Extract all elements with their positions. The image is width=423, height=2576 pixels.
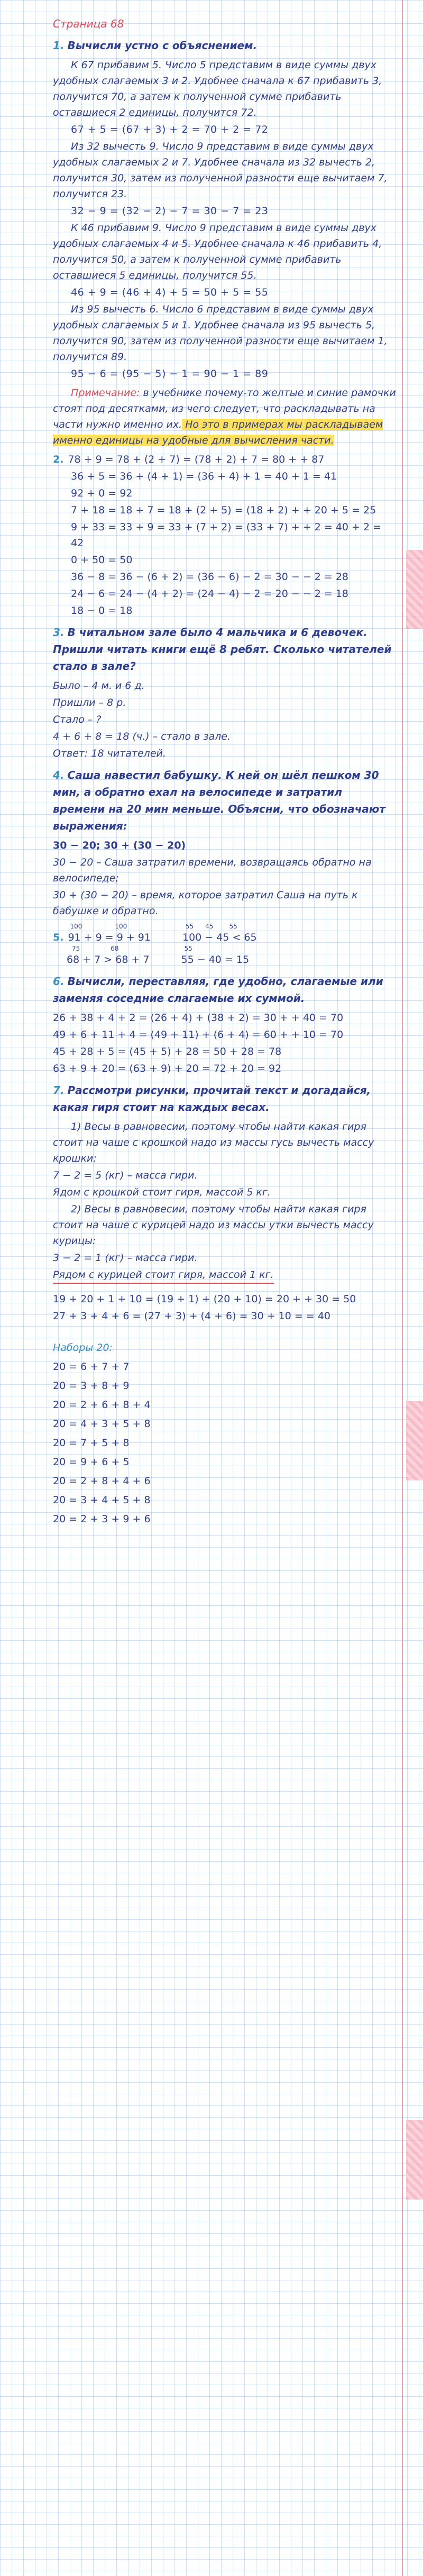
equation: 92 + 0 = 92 xyxy=(71,487,133,499)
task-6 xyxy=(53,973,397,1077)
comparison xyxy=(182,923,257,945)
task-6-title xyxy=(53,973,397,1007)
equation: 49 + 6 + 11 + 4 = (49 + 11) + (6 + 4) = 60 + + 10 = 70 xyxy=(53,1029,344,1041)
condition-line: Стало – ? xyxy=(53,714,102,725)
sets-title: Наборы 20: xyxy=(53,1342,113,1354)
comparison xyxy=(67,945,150,968)
task-7-title xyxy=(53,1082,397,1116)
set-line: 20 = 3 + 4 + 5 + 8 xyxy=(53,1494,151,1506)
comparison-text: 100 − 45 < 65 xyxy=(182,932,257,943)
explanation: 1) Весы в равновесии, поэтому чтобы найти какая гиря стоит на чаше с крошкой надо из массы гусь вычесть массу крошки: xyxy=(53,1121,374,1164)
task-number: 4. xyxy=(53,769,65,781)
task-title-text: Саша навестил бабушку. К ней он шёл пешком 30 мин, а обратно ехал на велосипеде и затратил времени на 20 мин меньше. Объясни, что обозначают выражения: xyxy=(53,769,385,832)
helper-number: 68 xyxy=(111,945,119,952)
notebook-page xyxy=(53,16,397,1528)
equation: 7 − 2 = 5 (кг) – масса гири. xyxy=(53,1170,198,1181)
equation: 45 + 28 + 5 = (45 + 5) + 28 = 50 + 28 = 78 xyxy=(53,1046,282,1057)
task-2 xyxy=(53,452,397,619)
note-text: в учебнике почему-то желтые и синие рамочки стоят под десятками, из чего следует, что раскладывать на части нужно именно их. xyxy=(53,387,396,430)
task-number: 1. xyxy=(53,39,65,52)
set-line: 20 = 2 + 3 + 9 + 6 xyxy=(53,1513,151,1525)
set-line: 20 = 2 + 8 + 4 + 6 xyxy=(53,1475,151,1487)
equation: 26 + 38 + 4 + 2 = (26 + 4) + (38 + 2) = 30 + + 40 = 70 xyxy=(53,1012,344,1024)
equation: 67 + 5 = (67 + 3) + 2 = 70 + 2 = 72 xyxy=(71,124,269,135)
task-8 xyxy=(53,1291,397,1324)
equation: 36 − 8 = 36 − (6 + 2) = (36 − 6) − 2 = 30 − − 2 = 28 xyxy=(71,571,349,583)
helper-number: 100 xyxy=(115,923,127,930)
task-7 xyxy=(53,1082,397,1284)
equation: 9 + 33 = 33 + 9 = 33 + (7 + 2) = (33 + 7) + + 2 = 40 + 2 = 42 xyxy=(71,521,382,549)
task-5 xyxy=(53,923,397,968)
equation: 3 − 2 = 1 (кг) – масса гири. xyxy=(53,1252,198,1264)
equation: 36 + 5 = 36 + (4 + 1) = (36 + 4) + 1 = 40 + 1 = 41 xyxy=(71,471,337,482)
equation: 63 + 9 + 20 = (63 + 9) + 20 = 72 + 20 = 92 xyxy=(53,1063,282,1074)
equation: 18 − 0 = 18 xyxy=(71,605,133,617)
equation: 95 − 6 = (95 − 5) − 1 = 90 − 1 = 89 xyxy=(71,368,269,380)
set-line: 20 = 6 + 7 + 7 xyxy=(53,1361,130,1373)
helper-number: 55 xyxy=(184,945,192,952)
helper-number: 45 xyxy=(205,923,214,930)
equation: 0 + 50 = 50 xyxy=(71,554,133,566)
task-3 xyxy=(53,624,397,761)
condition-line: Было – 4 м. и 6 д. xyxy=(53,680,145,692)
task-title-text: Рассмотри рисунки, прочитай текст и догадайся, какая гиря стоит на каждых весах. xyxy=(53,1084,371,1114)
explanation: 30 + (30 − 20) – время, которое затратил Саша на путь к бабушке и обратно. xyxy=(53,889,358,917)
watermark-stamp xyxy=(406,1401,423,1480)
note xyxy=(53,385,397,448)
explanation: Из 32 вычесть 9. Число 9 представим в виде суммы двух удобных слагаемых 2 и 7. Удобнее сначала из 32 вычесть 2, получится 30, затем из полученной разности еще вычитаем 7, получится 23. xyxy=(53,141,388,200)
task-5-row-2 xyxy=(67,945,397,968)
task-title-text: В читальном зале было 4 мальчика и 6 девочек. Пришли читать книги ещё 8 ребят. Сколько читателей стало в зале? xyxy=(53,626,392,673)
helper-number: 75 xyxy=(72,945,80,952)
task-4 xyxy=(53,767,397,919)
equation: 46 + 9 = (46 + 4) + 5 = 50 + 5 = 55 xyxy=(71,287,269,298)
note-highlight: Но это в примерах мы раскладываем именно единицы на удобные для вычисления части. xyxy=(53,419,383,446)
sets-of-20 xyxy=(53,1340,397,1527)
set-line: 20 = 4 + 3 + 5 + 8 xyxy=(53,1418,151,1430)
equation: 7 + 18 = 18 + 7 = 18 + (2 + 5) = (18 + 2) + + 20 + 5 = 25 xyxy=(71,504,376,516)
set-line: 20 = 2 + 6 + 8 + 4 xyxy=(53,1399,151,1411)
task-1 xyxy=(53,37,397,448)
set-line: 20 = 7 + 5 + 8 xyxy=(53,1437,130,1449)
task-3-title xyxy=(53,624,397,675)
equation: 27 + 3 + 4 + 6 = (27 + 3) + (4 + 6) = 30 + 10 = = 40 xyxy=(53,1310,331,1322)
answer-line: Ядом с крошкой стоит гиря, массой 5 кг. xyxy=(53,1186,271,1198)
set-line: 20 = 9 + 6 + 5 xyxy=(53,1456,130,1468)
watermark-stamp xyxy=(406,2120,423,2200)
comparison xyxy=(181,945,250,968)
task-number: 7. xyxy=(53,1084,65,1097)
solution-line: 4 + 6 + 8 = 18 (ч.) – стало в зале. xyxy=(53,731,231,742)
equation: 24 − 6 = 24 − (4 + 2) = (24 − 4) − 2 = 20 − − 2 = 18 xyxy=(71,588,349,600)
task-5-row-1 xyxy=(53,923,397,945)
explanation: 2) Весы в равновесии, поэтому чтобы найти какая гиря стоит на чаше с курицей надо из массы утки вычесть массу курицы: xyxy=(53,1203,374,1247)
set-line: 20 = 3 + 8 + 9 xyxy=(53,1380,130,1392)
explanation: Из 95 вычесть 6. Число 6 представим в виде суммы двух удобных слагаемых 5 и 1. Удобнее сначала из 95 вычесть 5, получится 90, затем из полученной разности еще вычитаем 1, получится 89. xyxy=(53,303,388,363)
equation: 19 + 20 + 1 + 10 = (19 + 1) + (20 + 10) = 20 + + 30 = 50 xyxy=(53,1293,356,1305)
task-title-text: Вычисли устно с объяснением. xyxy=(67,39,258,52)
task-title-text: Вычисли, переставляя, где удобно, слагаемые или заменяя соседние слагаемые их суммой. xyxy=(53,975,383,1005)
comparison xyxy=(68,923,151,945)
margin-line xyxy=(402,0,403,2576)
helper-number: 55 xyxy=(185,923,194,930)
watermark-stamp xyxy=(406,550,423,629)
answer-line: Рядом с курицей стоит гиря, массой 1 кг. xyxy=(53,1267,274,1284)
explanation: К 46 прибавим 9. Число 9 представим в виде суммы двух удобных слагаемых 4 и 5. Удобнее сначала к 46 прибавить 4, получится 50, а затем к полученной сумме прибавить оставшиеся 5 единицы, получится 55. xyxy=(53,222,382,281)
explanation: К 67 прибавим 5. Число 5 представим в виде суммы двух удобных слагаемых 3 и 2. Удобнее сначала к 67 прибавить 3, получится 70, а затем к полученной сумме прибавить оставшиеся 2 единицы, получится 72. xyxy=(53,59,382,118)
comparison-text: 68 + 7 > 68 + 7 xyxy=(67,954,150,965)
condition-line: Пришли – 8 р. xyxy=(53,697,126,709)
task-number: 5. xyxy=(53,932,64,943)
note-label: Примечание: xyxy=(71,387,140,399)
equation: 78 + 9 = 78 + (2 + 7) = (78 + 2) + 7 = 80 + + 87 xyxy=(68,454,325,465)
equation: 32 − 9 = (32 − 2) − 7 = 30 − 7 = 23 xyxy=(71,205,269,217)
task-number: 2. xyxy=(53,454,64,465)
helper-number: 55 xyxy=(229,923,237,930)
task-1-title xyxy=(53,37,397,54)
task-2-line xyxy=(53,452,397,467)
comparison-text: 55 − 40 = 15 xyxy=(181,954,250,965)
helper-number: 100 xyxy=(70,923,82,930)
comparison-text: 91 + 9 = 9 + 91 xyxy=(68,932,151,943)
explanation: 30 − 20 – Саша затратил времени, возвращаясь обратно на велосипеде; xyxy=(53,857,372,884)
page-title: Страница 68 xyxy=(53,17,124,30)
task-number: 3. xyxy=(53,626,65,639)
task-4-title xyxy=(53,767,397,834)
answer-line: Ответ: 18 читателей. xyxy=(53,748,166,759)
expressions: 30 − 20; 30 + (30 − 20) xyxy=(53,840,186,851)
task-number: 6. xyxy=(53,975,65,988)
